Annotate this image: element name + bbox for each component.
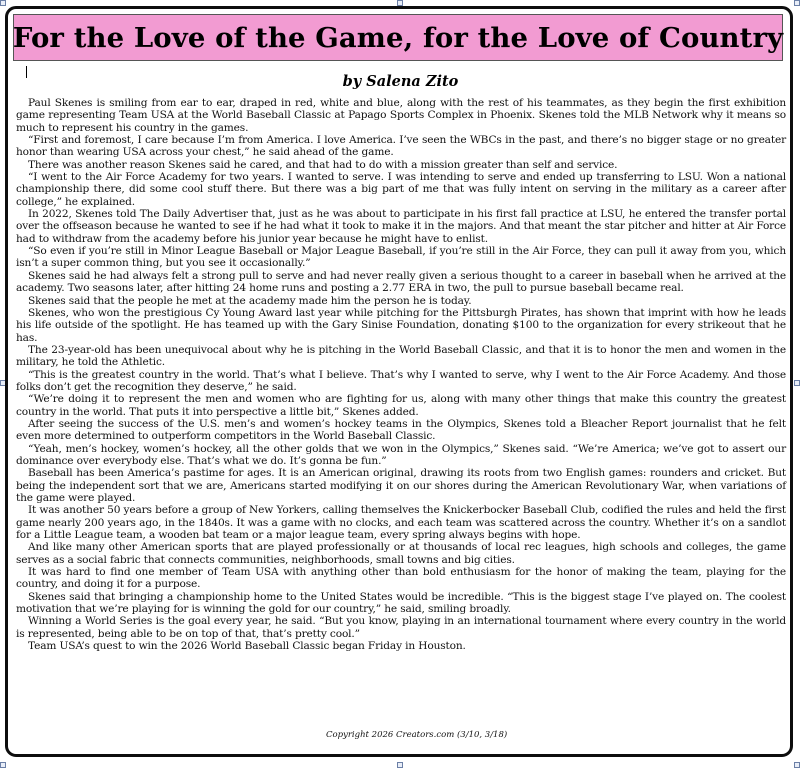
resize-handle-bottom-right[interactable] <box>794 762 800 768</box>
resize-handle-bottom-left[interactable] <box>0 762 6 768</box>
article-paragraph: “Yeah, men’s hockey, women’s hockey, all the other golds that we won in the Olympics,” Skenes said. “We’re America; we’ve got to assert our dominance over everybody else. That’s what we do. It’s gonna be fun.” <box>16 442 786 467</box>
article-paragraph: “We’re doing it to represent the men and women who are fighting for us, along with many other things that make this country the greatest country in the world. That puts it into perspective a little bit,” Skenes added. <box>16 393 786 418</box>
article-paragraph: It was another 50 years before a group of New Yorkers, calling themselves the Knickerbocker Baseball Club, codified the rules and held the first game nearly 200 years ago, in the 1840s. It was a game with no clocks, and each team was scattered across the country. Whether it’s on a sandlot for a Little League team, a wooden bat team or a major league team, every spring always begins with hope. <box>16 504 786 542</box>
title-banner <box>13 14 783 61</box>
article-paragraph: After seeing the success of the U.S. men’s and women’s hockey teams in the Olympics, Skenes told a Bleacher Report journalist that he felt even more determined to outperform competitors in the World Baseball Classic. <box>16 417 786 443</box>
article-paragraph: Winning a World Series is the goal every year, he said. “But you know, playing in an international tournament where every country in the world is represented, being able to be on top of that, that’s pretty cool.” <box>16 615 786 640</box>
article-paragraph: It was hard to find one member of Team USA with anything other than bold enthusiasm for the honor of making the team, playing for the country, and doing it for a purpose. <box>16 566 786 591</box>
resize-handle-right[interactable] <box>794 380 800 386</box>
article-paragraph: There was another reason Skenes said he cared, and that had to do with a mission greater than self and service. <box>28 158 618 171</box>
page-title: For the Love of the Game, for the Love of Country <box>12 21 784 54</box>
byline: by Salena Zito <box>342 73 459 90</box>
article-paragraph: Team USA’s quest to win the 2026 World Baseball Classic began Friday in Houston. <box>28 640 466 653</box>
article-paragraph: Skenes, who won the prestigious Cy Young Award last year while pitching for the Pittsburgh Pirates, has shown that imprint with how he leads his life outside of the spotlight. He has teamed up with the Gary Sinise Foundation, donating $100 to the organization for every strikeout that he has. <box>16 306 786 344</box>
article-paragraph: Skenes said that the people he met at the academy made him the person he is today. <box>28 294 472 307</box>
resize-handle-top-right[interactable] <box>794 0 800 6</box>
article-paragraph: “So even if you’re still in Minor League Baseball or Major League Baseball, if you’re still in the Air Force, they can pull it away from you, which isn’t a super common thing, but you see it occasionally.” <box>16 245 786 270</box>
article-paragraph: And like many other American sports that are played professionally or at thousands of local rec leagues, high schools and colleges, the game serves as a social fabric that connects communities, neighborhoods, small towns and big cities. <box>16 541 786 566</box>
article-paragraph: Skenes said he had always felt a strong pull to serve and had never really given a serious thought to a career in baseball when he arrived at the academy. Two seasons later, after hitting 24 home runs and posting a 2.77 ERA in two, the pull to pursue baseball became real. <box>16 269 786 295</box>
article-paragraph: “I went to the Air Force Academy for two years. I wanted to serve. I was intending to serve and ended up transferring to LSU. Won a national championship there, did some cool stuff there. But there was a big part of me that was fully intent on serving in the military as a career after college,” he explained. <box>16 171 786 208</box>
article-paragraph: The 23-year-old has been unequivocal about why he is pitching in the World Baseball Classic, and that it is to honor the men and women in the military, he told the Athletic. <box>16 343 786 369</box>
article-paragraph: Baseball has been America’s pastime for ages. It is an American original, drawing its roots from two English games: rounders and cricket. But being the independent sort that we are, Americans started modifying it on our shores during the American Revolutionary War, when variations of the game were played. <box>16 467 786 504</box>
article-paragraph: Skenes said that bringing a championship home to the United States would be incredible. “This is the biggest stage I’ve played on. The coolest motivation that we’re playing for is winning the gold for our country,” he said, smiling broadly. <box>16 590 786 616</box>
copyright-notice: Copyright 2026 Creators.com (3/10, 3/18) <box>326 730 508 740</box>
article-paragraph: “First and foremost, I care because I’m from America. I love America. I’ve seen the WBCs in the past, and there’s no bigger stage or no greater honor than wearing USA across your chest,” he said ahead of the game. <box>16 134 786 159</box>
resize-handle-top-left[interactable] <box>0 0 6 6</box>
article-body[interactable] <box>16 97 786 652</box>
article-paragraph: “This is the greatest country in the world. That’s what I believe. That’s why I wanted to serve, why I went to the Air Force Academy. And those folks don’t get the recognition they deserve,” he said. <box>16 368 786 393</box>
resize-handle-bottom[interactable] <box>397 762 403 768</box>
article-paragraph: In 2022, Skenes told The Daily Advertiser that, just as he was about to participate in his first fall practice at LSU, he entered the transfer portal over the offseason because he wanted to see if he had what it took to make it in the majors. And that meant the star pitcher and hitter at Air Force had to withdraw from the academy before his junior year because he might have to enlist. <box>16 208 786 245</box>
article-paragraph: Paul Skenes is smiling from ear to ear, draped in red, white and blue, along with the rest of his teammates, as they begin the first exhibition game representing Team USA at the World Baseball Classic at Papago Sports Complex in Phoenix. Skenes told the MLB Network why it means so much to represent his country in the games. <box>16 97 786 134</box>
